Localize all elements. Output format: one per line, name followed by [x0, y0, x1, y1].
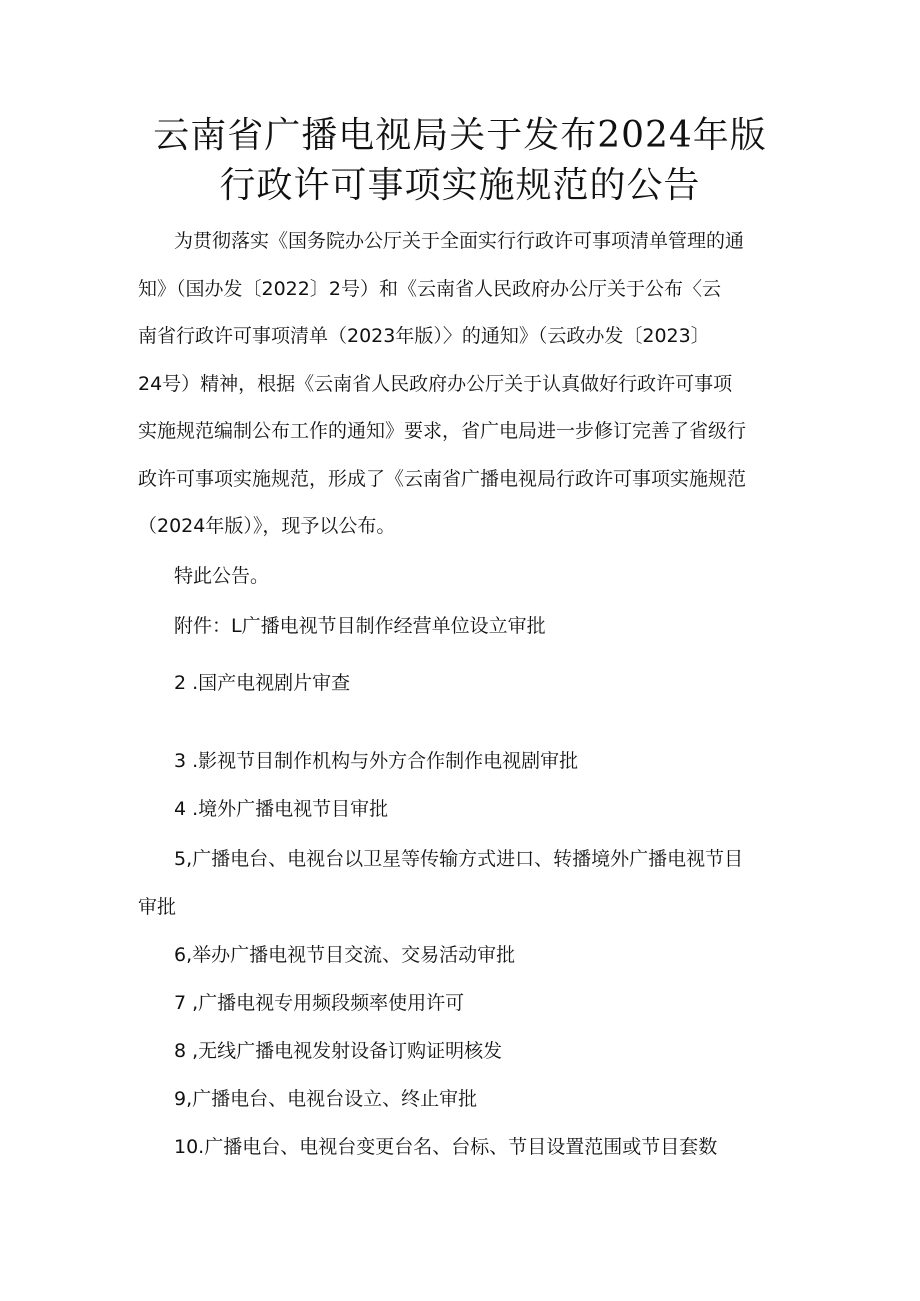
attachment-3: 3 .影视节目制作机构与外方合作制作电视剧审批	[174, 750, 579, 772]
attachment-1: 附件：L广播电视节目制作经营单位设立审批	[174, 615, 546, 637]
attachment-2: 2 .国产电视剧片审查	[174, 672, 351, 694]
attachment-6: 6,举办广播电视节目交流、交易活动审批	[174, 944, 516, 966]
body-line-3: 南省行政许可事项清单（2023年版）〉的通知》（云政办发〔2023〕	[138, 325, 710, 347]
body-line-1: 为贯彻落实《国务院办公厅关于全面实行行政许可事项清单管理的通	[174, 230, 745, 252]
attachment-4: 4 .境外广播电视节目审批	[174, 798, 389, 820]
title-line-2: 行政许可事项实施规范的公告	[219, 165, 701, 206]
attachment-8: 8 ,无线广播电视发射设备订购证明核发	[174, 1040, 503, 1062]
closing-text: 特此公告。	[174, 565, 270, 587]
body-line-5: 实施规范编制公布工作的通知》要求，省广电局进一步修订完善了省级行	[138, 420, 747, 442]
body-line-6: 政许可事项实施规范，形成了《云南省广播电视局行政许可事项实施规范	[138, 468, 747, 490]
attachment-7: 7 ,广播电视专用频段频率使用许可	[174, 992, 465, 1014]
body-line-2: 知》（国办发〔2022〕2号）和《云南省人民政府办公厅关于公布〈云	[138, 278, 721, 300]
title-line-1: 云南省广播电视局关于发布2024年版	[153, 115, 767, 156]
attachment-5-continuation: 审批	[138, 896, 177, 918]
attachment-5: 5,广播电台、电视台以卫星等传输方式进口、转播境外广播电视节目	[174, 848, 744, 870]
body-line-4: 24号）精神，根据《云南省人民政府办公厅关于认真做好行政许可事项	[138, 373, 733, 395]
body-line-7: （2024年版）》，现予以公布。	[138, 515, 396, 537]
attachment-10: 10.广播电台、电视台变更台名、台标、节目设置范围或节目套数	[174, 1136, 718, 1158]
attachment-9: 9,广播电台、电视台设立、终止审批	[174, 1088, 478, 1110]
